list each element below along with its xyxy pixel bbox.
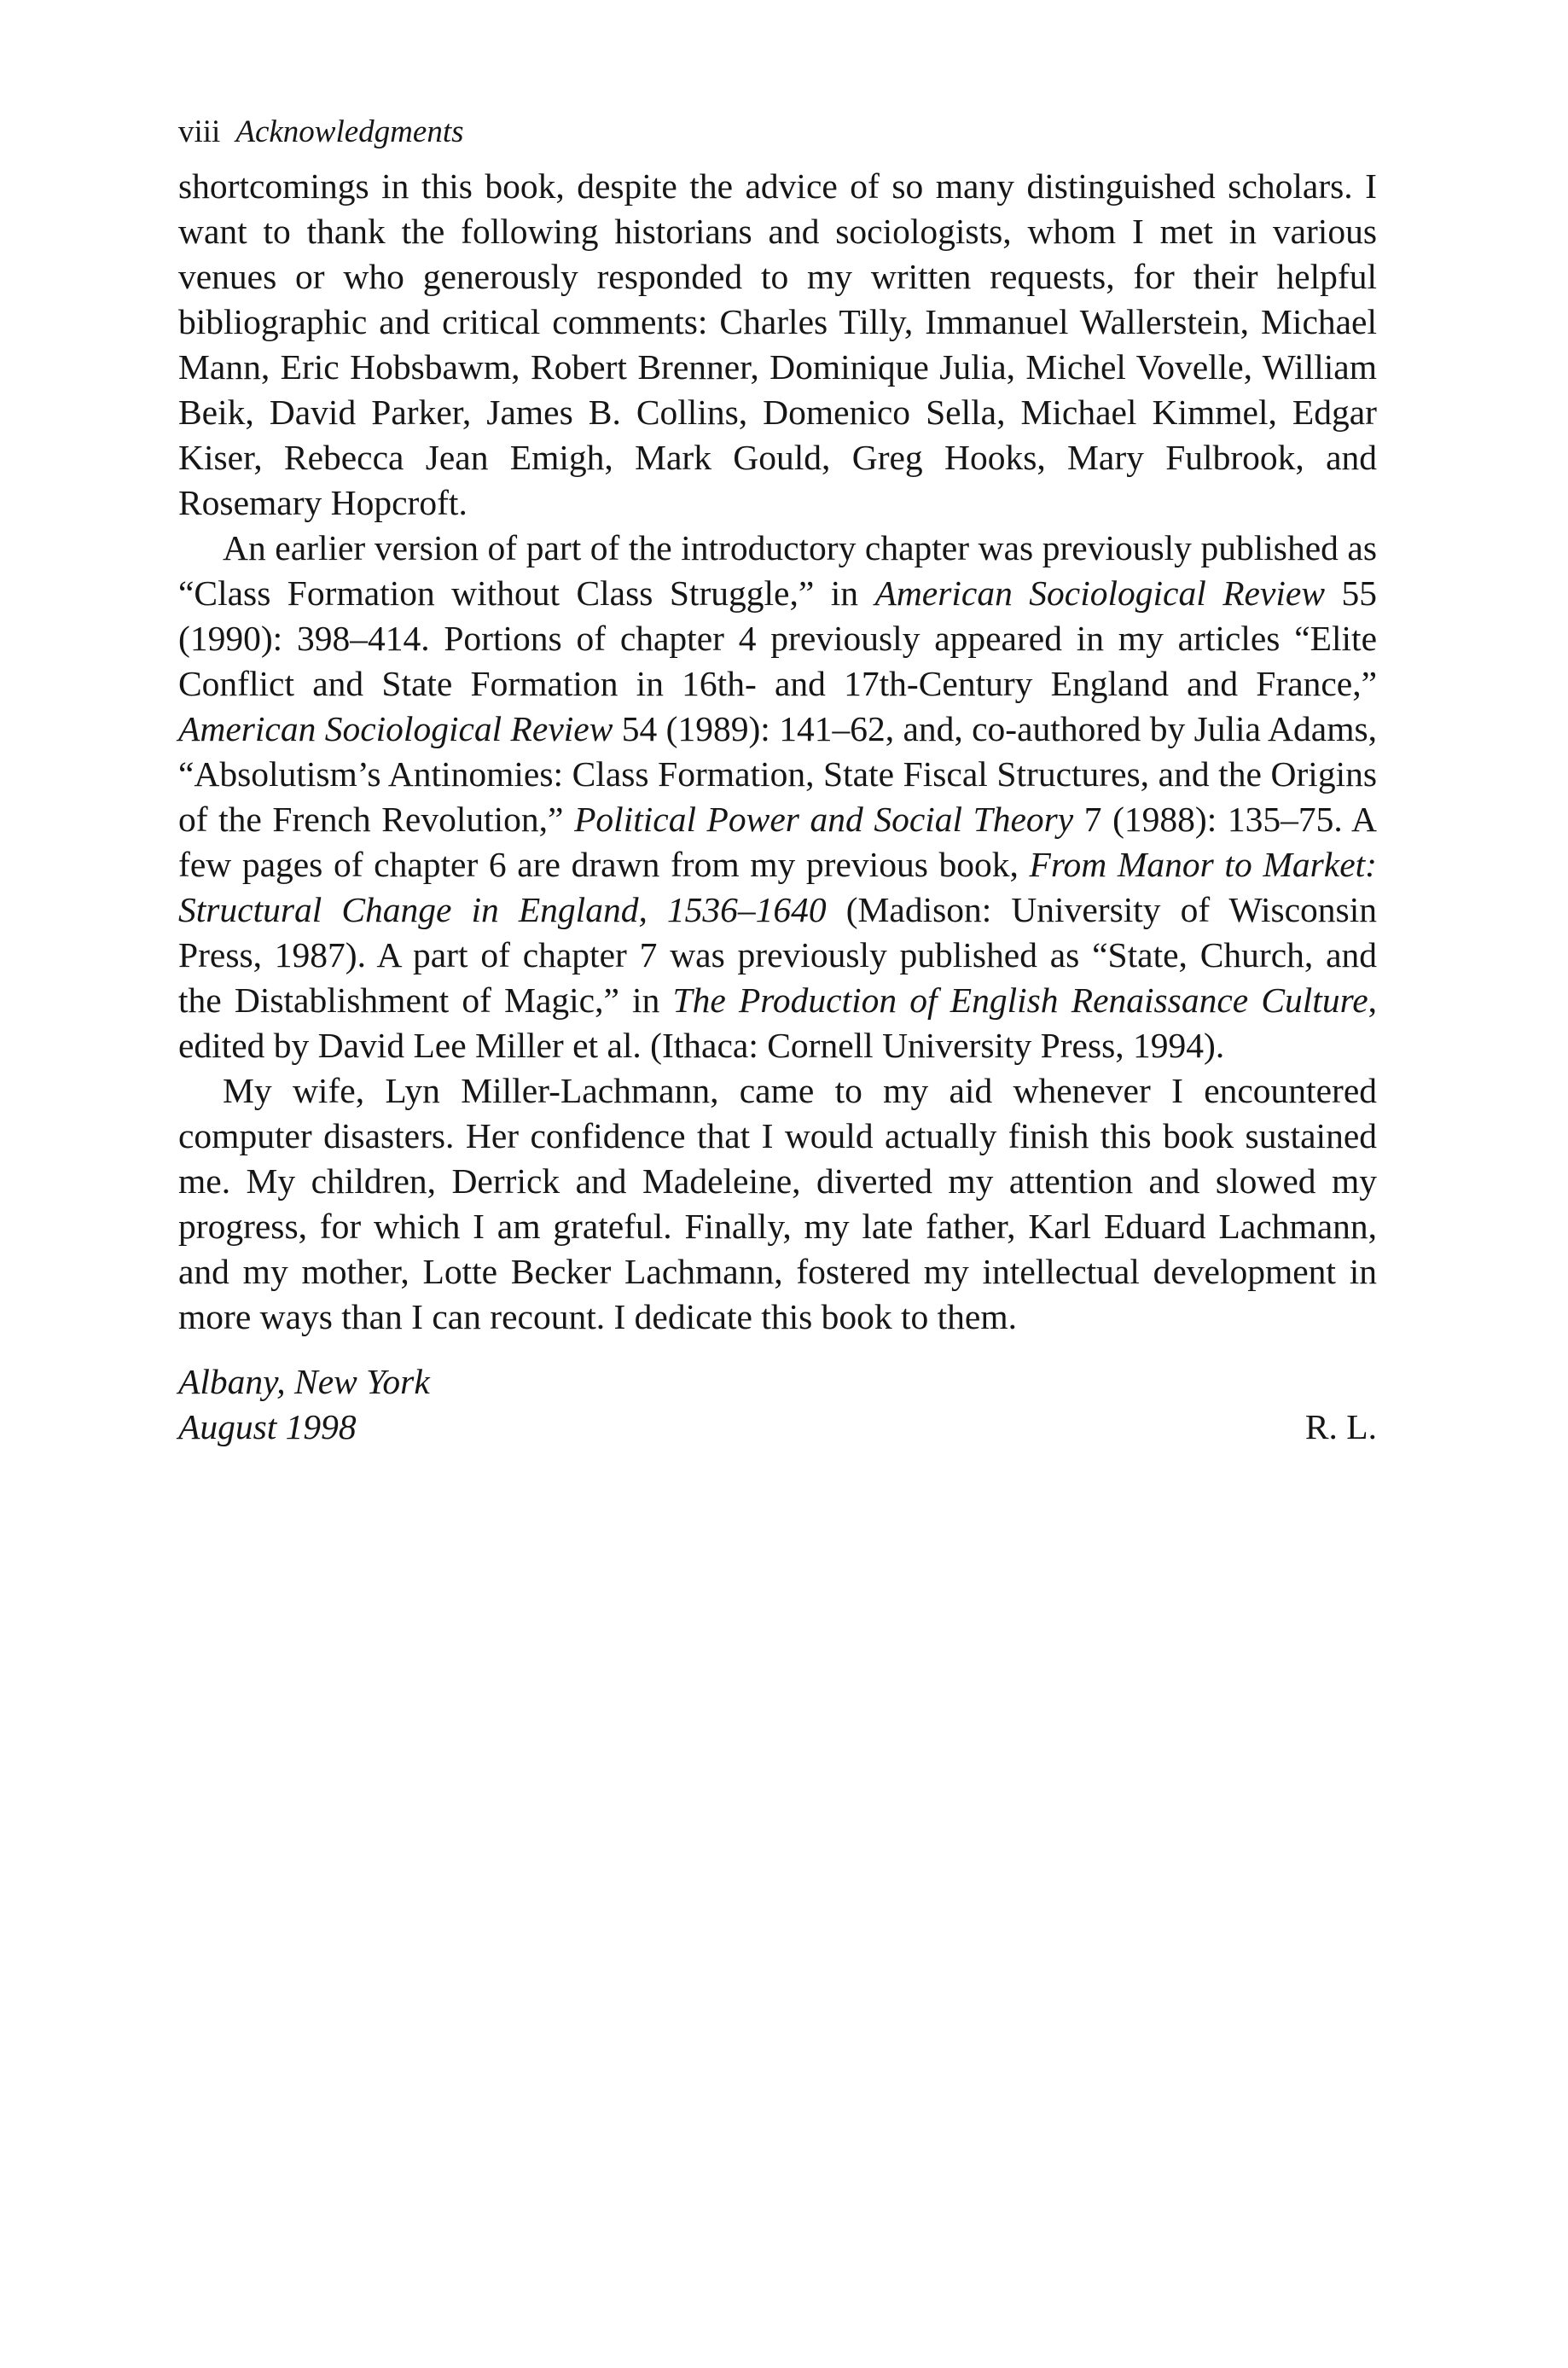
- paragraph-1: [178, 164, 1377, 526]
- text-run: An earlier version of part of the introductory chapter was previously published as “Class Formation without Class Struggle,” in: [178, 528, 1377, 613]
- text-run: 55 (1990): 398–414. Portions of chapter 4 previously appeared in my articles “Elite Conflict and State Formation in 16th- and 17th-Century England and France,”: [178, 573, 1377, 703]
- text-run: (Madison: University of Wisconsin Press, 1987). A part of chapter 7 was previously published as “State, Church, and the Distablishment of Magic,” in: [178, 890, 1377, 1020]
- paragraph-3: [178, 1068, 1377, 1340]
- italic-title: Political Power and Social Theory: [574, 800, 1074, 839]
- text-run: shortcomings in this book, despite the advice of so many distinguished scholars. I want to thank the following historians and sociologists, whom I met in various venues or who generously responded to my written requests, for their helpful bibliographic and critical comments: Charles Tilly, Immanuel Wallerstein, Michael Mann, Eric Hobsbawm, Robert Brenner, Dominique Julia, Michel Vovelle, William Beik, David Parker, James B. Collins, Domenico Sella, Michael Kimmel, Edgar Kiser, Rebecca Jean Emigh, Mark Gould, Greg Hooks, Mary Fulbrook, and Rosemary Hopcroft.: [178, 166, 1377, 522]
- signoff-initials: R. L.: [1304, 1407, 1377, 1446]
- text-run: , edited by David Lee Miller et al. (Ithaca: Cornell University Press, 1994).: [178, 980, 1377, 1065]
- page-number: viii: [178, 114, 221, 149]
- text-run: My wife, Lyn Miller-Lachmann, came to my aid whenever I encountered computer disasters. Her confidence that I would actually finish this book sustained me. My children, Derrick and Madeleine, diverted my attention and slowed my progress, for which I am grateful. Finally, my late father, Karl Eduard Lachmann, and my mother, Lotte Becker Lachmann, fostered my intellectual development in more ways than I can recount. I dedicate this book to them.: [178, 1071, 1377, 1336]
- signoff: [178, 1359, 1377, 1450]
- section-title: Acknowledgments: [235, 114, 464, 149]
- signoff-place: Albany, New York: [178, 1362, 430, 1401]
- italic-title: American Sociological Review: [178, 709, 613, 748]
- signoff-date: August 1998: [178, 1407, 357, 1446]
- running-head: [178, 113, 1377, 152]
- italic-title: The Production of English Renaissance Culture: [672, 980, 1368, 1020]
- text-run: 7 (1988): 135–75. A few pages of chapter 6 are drawn from my previous book,: [178, 800, 1377, 884]
- paragraph-2: [178, 526, 1377, 1068]
- italic-title: From Manor to Market: Structural Change in England, 1536–1640: [178, 845, 1377, 929]
- italic-title: American Sociological Review: [874, 573, 1326, 613]
- book-page: [178, 113, 1377, 1450]
- text-run: 54 (1989): 141–62, and, co-authored by Julia Adams, “Absolutism’s Antinomies: Class Formation, State Fiscal Structures, and the Origins of the French Revolution,”: [178, 709, 1377, 839]
